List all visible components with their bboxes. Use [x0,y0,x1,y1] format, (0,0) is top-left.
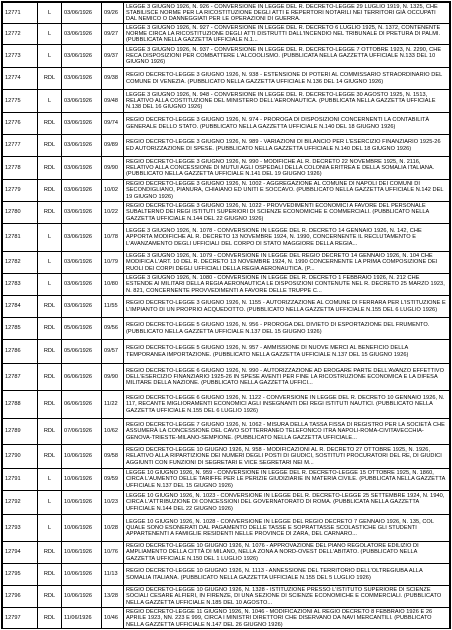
record-type: RDL [38,364,62,391]
table-row [3,3,450,24]
table-row [3,24,450,45]
table-row [3,515,450,542]
record-number: 12787 [3,364,38,391]
record-date: 03/06/1926 [62,113,102,135]
record-type: L [38,274,62,296]
record-page: 09/58 [102,445,124,469]
record-number: 12776 [3,113,38,135]
record-page: 09/90 [102,157,124,180]
record-date: 03/06/1926 [62,68,102,90]
record-type: L [38,469,62,491]
record-page: 09/48 [102,90,124,113]
record-page: 09/74 [102,113,124,135]
table-row [3,113,450,135]
table-row [3,542,450,564]
record-number: 12777 [3,135,38,157]
table-row [3,586,450,608]
table-row [3,364,450,391]
record-text: LEGGE 10 GIUGNO 1926, N. 1023 - CONVERSIONE IN LEGGE DEL R. DECRETO-LEGGE 25 SETTEMBRE 1924, N. 1940, CIRCA L'ATTRIBUZIONE DI CONCESSIONI DEL GOVERNATORATO DI ROMA. (PUBBLICATA NELLA GAZZETTA UFFICIALE N.144 DEL 22 GIUGNO 1926) [124,491,450,515]
record-page: 09/38 [102,68,124,90]
table-row [3,224,450,252]
record-page: 09/90 [102,364,124,391]
table-row [3,180,450,202]
table-row [3,90,450,113]
table-row [3,491,450,515]
record-date: 06/06/1926 [62,364,102,391]
record-number: 12780 [3,202,38,224]
record-text: REGIO DECRETO-LEGGE 6 GIUGNO 1926, N. 990 - AUTORIZZAZIONE AD EROGARE PARTE DELL'AVANZO EFFETTIVO DELL'ESERCIZIO FINANZIARIO 1925-26 IN SPESE AVENTI PER FINE LA RICOSTRUZIONE ECONOMICA E LA DIFESA MILITARE DELLA NAZIONE. (PUBBLICATO NELLA GAZZETTA UFFICI... [124,364,450,391]
record-page: 10/78 [102,224,124,252]
record-text: REGIO DECRETO-LEGGE 10 GIUGNO 1926, N. 958 - MODIFICAZIONI AL R. DECRETO 27 OTTOBRE 1925, N. 1926, RELATIVO ALLA RIPARTIZIONE DEI NUMERI DEGLI POSTI DI GIUDICI, SOSTITUTI PROCURATORI DEL RE, DI GIUDICI AGGIUNTI CON FUNZIONI DI SEGRETARI E VICE SEGRETARI NEI M... [124,445,450,469]
record-date: 03/06/1926 [62,135,102,157]
record-type: L [38,224,62,252]
table-row [3,608,450,630]
records-table [2,2,450,629]
record-text: REGIO DECRETO-LEGGE 6 GIUGNO 1926, N. 1122 - CONVERSIONE IN LEGGE DEL R. DECRETO 10 GENNAIO 1926, N. 117, RECANTE MIGLIORAMENTI ECONOMICI AGLI INSEGNANTI DEI REGI ISTITUTI NAUTICI. (PUBBLICATO NELLA GAZZETTA UFFICIALE N.155 DEL 6 LUGLIO 1926) [124,391,450,419]
record-type: RDL [38,419,62,445]
record-date: 06/06/1926 [62,391,102,419]
record-text: REGIO DECRETO-LEGGE 3 GIUGNO 1926, N. 974 - PROROGA DI DISPOSIZIONI CONCERNENTI LA CONTABILITÀ GENERALE DELLO STATO. (PUBBLICATO NELLA GAZZETTA UFFICIALE N.140 DEL 18 GIUGNO 1926) [124,113,450,135]
record-date: 07/06/1926 [62,419,102,445]
record-number: 12785 [3,318,38,340]
record-type: RDL [38,564,62,586]
record-number: 12772 [3,24,38,45]
record-page: 10/28 [102,515,124,542]
table-row [3,274,450,296]
record-number: 12773 [3,45,38,68]
record-text: REGIO DECRETO-LEGGE 3 GIUGNO 1926, N. 1155 - AUTORIZZAZIONE AL COMUNE DI FERRARA PER L'ISTITUZIONE E L'IMPIANTO DI UN PROPRIO ACQUEDOTTO. (PUBBLICATO NELLA GAZZETTA UFFICIALE N.155 DEL 6 LUGLIO 1926) [124,296,450,318]
record-number: 12791 [3,469,38,491]
record-page: 10/02 [102,180,124,202]
record-text: REGIO DECRETO-LEGGE 3 GIUGNO 1926, N. 938 - ESTENSIONE DI POTERI AL COMMISSARIO STRAORDINARIO DEL COMUNE DI VENEZIA. (PUBBLICATO NELLA GAZZETTA UFFICIALE N.136 DEL 14 GIUGNO 1926) [124,68,450,90]
record-number: 12797 [3,608,38,630]
record-number: 12781 [3,224,38,252]
record-type: RDL [38,157,62,180]
record-text: REGIO DECRETO-LEGGE 5 GIUGNO 1926, N. 956 - PROROGA DEL DIVIETO DI ESPORTAZIONE DEL FRUMENTO. (PUBBLICATO NELLA GAZZETTA UFFICIALE N.137 DEL 15 GIUGNO 1926) [124,318,450,340]
record-number: 12788 [3,391,38,419]
record-number: 12779 [3,180,38,202]
record-date: 03/06/1926 [62,202,102,224]
record-text: REGIO DECRETO-LEGGE 3 GIUGNO 1926, N. 989 - VARIAZIONI DI BILANCIO PER L'ESERCIZIO FINANZIARIO 1925-26 ED AUTORIZZAZIONE DI SPESE. (PUBBLICATO NELLA GAZZETTA UFFICIALE N.140 DEL 18 GIUGNO 1926) [124,135,450,157]
table-row [3,445,450,469]
record-page: 13/28 [102,586,124,608]
record-page: 09/27 [102,24,124,45]
record-type: RDL [38,296,62,318]
table-row [3,318,450,340]
record-type: L [38,491,62,515]
record-date: 10/06/1926 [62,586,102,608]
record-number: 12796 [3,586,38,608]
record-date: 10/06/1926 [62,469,102,491]
record-date: 05/06/1926 [62,318,102,340]
table-row [3,45,450,68]
record-date: 03/06/1926 [62,180,102,202]
record-page: 09/59 [102,469,124,491]
record-type: L [38,24,62,45]
record-text: REGIO DECRETO-LEGGE 7 GIUGNO 1926, N. 1062 - MISURA DELLA TASSA FISSA DI REGISTRO PER LA SOCIETÀ CHE ASSUMERÀ LA CONCESSIONE DEL CAVO SOTTERRANEO TELEFONICO ITRA NAPOLI-ROMA-CIVITAVECCHIA-GENOVA-TRIESTE-MILANO-SEMPIONE. (PUBBLICATO NELLA GAZZETTA UFFICIALE... [124,419,450,445]
record-page: 09/37 [102,45,124,68]
record-number: 12784 [3,296,38,318]
record-page: 10/80 [102,274,124,296]
record-text: LEGGE 10 GIUGNO 1926, N. 959 - CONVERSIONE IN LEGGE DEL R. DECRETO-LEGGE 15 OTTOBRE 1925, N. 1860, CIRCA L'AUMENTO DELLE TARIFFE PER LE PERIZIE GIUDIZIARIE IN MATERIA CIVILE. (PUBBLICATA NELLA GAZZETTA UFFICIALE N.137 DEL 15 GIUGNO 1926) [124,469,450,491]
table-row [3,68,450,90]
table-row [3,391,450,419]
record-date: 10/06/1926 [62,445,102,469]
record-type: RDL [38,135,62,157]
record-page: 10/79 [102,252,124,274]
record-text: REGIO DECRETO-LEGGE 10 GIUGNO 1926, N. 1076 - APPROVAZIONE DEL PIANO REGOLATORE EDILIZIO DI AMPLIAMENTO DELLA CITTÀ DI MILANO, NELLA ZONA A NORD-OVEST DELL'ABITATO. (PUBBLICATO NELLA GAZZETTA UFFICIALE N.150 DEL 1 LUGLIO 1926) [124,542,450,564]
record-number: 12794 [3,542,38,564]
record-type: RDL [38,445,62,469]
record-date: 10/06/1926 [62,515,102,542]
record-type: L [38,515,62,542]
record-type: L [38,45,62,68]
records-table-frame [1,1,451,629]
record-page: 11/13 [102,564,124,586]
record-page: 09/26 [102,3,124,24]
record-type: RDL [38,202,62,224]
record-type: RDL [38,340,62,364]
record-date: 03/06/1926 [62,3,102,24]
record-text: REGIO DECRETO-LEGGE 10 GIUGNO 1926, N. 1113 - ANNESSIONE DEL TERRITORIO DELL'OLTREGIUBA ALLA SOMALIA ITALIANA. (PUBBLICATO NELLA GAZZETTA UFFICIALE N.155 DEL 5 LUGLIO 1926) [124,564,450,586]
record-text: LEGGE 3 GIUGNO 1926, N. 1079 - CONVERSIONE IN LEGGE DEL REGIO DECRETO 14 GENNAIO 1926, N. 104 CHE MODIFICA L'ART. 10 DEL R. DECRETO 13 NOVEMBRE 1924, N. 1990 CONCERNENTE LA PRIMA COMPOSIZIONE DEI RUOLI DEI CORPI DEGLI UFFICIALI DELLA REGIA AERONAUTICA. (P... [124,252,450,274]
record-page: 10/22 [102,202,124,224]
record-date: 03/06/1926 [62,90,102,113]
record-type: RDL [38,68,62,90]
record-date: 10/06/1926 [62,564,102,586]
record-text: REGIO DECRETO-LEGGE 3 GIUGNO 1926, N. 990 - MODIFICHE AL R. DECRETO 22 NOVEMBRE 1925, N. 2116, RELATIVO ALLA CONCESSIONE DI MUTUI AGLI OSPEDALI DELLA COLONIA ERITREA E DELLA SOMALIA ITALIANA. (PUBBLICATO NELLA GAZZETTA UFFICIALE N.141 DEL 19 GIUGNO 1926) [124,157,450,180]
record-page: 10/76 [102,542,124,564]
table-row [3,469,450,491]
record-date: 10/06/1926 [62,542,102,564]
record-date: 10/06/1926 [62,491,102,515]
record-date: 03/06/1926 [62,274,102,296]
record-page: 09/56 [102,318,124,340]
table-row [3,135,450,157]
record-type: RDL [38,608,62,630]
record-page: 09/89 [102,135,124,157]
record-text: REGIO DECRETO-LEGGE 3 GIUGNO 1926, N. 1002 - AGGREGAZIONE AL COMUNE DI NAPOLI DEI COMUNI DI SECONDIGLIANO, PIANURA, CHIAIANO ED UNITI E SOCCAVO. (PUBBLICATO NELLA GAZZETTA UFFICIALE N.142 DEL 19 GIUGNO 1926) [124,180,450,202]
table-row [3,340,450,364]
record-text: LEGGE 3 GIUGNO 1926, N. 927 - CONVERSIONE IN LEGGE DEL R. DECRETO 6 LUGLIO 1925, N. 1372, CONTENENTE NORME CIRCA LA RICOSTITUZIONE DEGLI ATTI DISTRUTTI DALL'INCENDIO NEL TRIBUNALE DI PRETURA DI PALMI. (PUBBLICATA NELLA GAZZETTA UFFICIALE N.1... [124,24,450,45]
record-type: RDL [38,391,62,419]
record-text: LEGGE 3 GIUGNO 1926, N. 926 - CONVERSIONE IN LEGGE DEL R. DECRETO-LEGGE 29 LUGLIO 1919, N. 1325, CHE STABILISCE NORME PER LA RICOSTITUZIONE DEGLI ATTI E REPERTORI NOTARILI NEI TERRITORI GIÀ OCCUPATI DAL NEMICO O DANNEGGIATI PER LE OPERAZIONI DI GUERRA. [124,3,450,24]
record-page: 11/55 [102,296,124,318]
record-number: 12789 [3,419,38,445]
table-row [3,157,450,180]
record-text: LEGGE 3 GIUGNO 1926, N. 1078 - CONVERSIONE IN LEGGE DEL R. DECRETO 14 GENNAIO 1926, N. 142, CHE APPORTA MODIFICHE AL R. DECRETO 13 NOVEMBRE 1924, N. 1990, CONCERNENTE IL RECLUTAMENTO E L'AVANZAMENTO DEGLI UFFICIALI DEL CORPO DI STATO MAGGIORE DELLA REGIA... [124,224,450,252]
record-number: 12795 [3,564,38,586]
record-type: RDL [38,542,62,564]
record-date: 03/06/1926 [62,296,102,318]
record-type: RDL [38,586,62,608]
table-row [3,419,450,445]
record-number: 12790 [3,445,38,469]
record-page: 09/57 [102,340,124,364]
record-text: REGIO DECRETO-LEGGE 11 GIUGNO 1926, N. 1046 - MODIFICAZIONI AL REGIO DECRETO 8 FEBBRAIO 1926 E 26 APRILE 1923, NN. 223 E 999, CIRCA I MINISTRI DIRETTORI CHE DISERVANO DA NAVI MERCANTILI. (PUBBLICATO NELLA GAZZETTA UFFICIALE N.147 DEL 26 GIUGNO 1926) [124,608,450,630]
record-date: 03/06/1926 [62,252,102,274]
record-text: REGIO DECRETO-LEGGE 3 GIUGNO 1926, N. 1022 - PROVVEDIMENTI ECONOMICI A FAVORE DEL PERSONALE SUBALTERNO DEI REGI ISTITUTI SUPERIORI DI SCIENZE ECONOMICHE E COMMERCIALI. (PUBBLICATO NELLA GAZZETTA UFFICIALE N.144 DEL 22 GIUGNO 1926) [124,202,450,224]
record-number: 12775 [3,90,38,113]
record-text: REGIO DECRETO-LEGGE 5 GIUGNO 1926, N. 957 - AMMISSIONE DI NUOVE MERCI AL BENEFICIO DELLA TEMPORANEA IMPORTAZIONE. (PUBBLICATO NELLA GAZZETTA UFFICIALE N.137 DEL 15 GIUGNO 1926) [124,340,450,364]
record-text: LEGGE 3 GIUGNO 1926, N. 937 - CONVERSIONE IN LEGGE DEL R. DECRETO-LEGGE 7 OTTOBRE 1923, N. 2290, CHE RECA DISPOSIZIONI PER COMBATTERE L'ALCOOLISMO. (PUBBLICATA NELLA GAZZETTA UFFICIALE N.133 DEL 10 GIUGNO 1926) [124,45,450,68]
table-row [3,252,450,274]
record-date: 03/06/1926 [62,45,102,68]
record-date: 03/06/1926 [62,224,102,252]
record-type: RDL [38,318,62,340]
record-type: RDL [38,180,62,202]
record-text: LEGGE 10 GIUGNO 1926, N. 1028 - CONVERSIONE IN LEGGE DEL REGIO DECRETO 7 GENNAIO 1926, N. 135, COL QUALE SONO ESONERATI DAL PAGAMENTO DELLE TASSE E SOPRATTASSE SCOLASTICHE GLI STUDENTI APPARTENENTI A FAMIGLIE RESIDENTI NELLE PROVINCE DI ZARA, DEL CARNARO... [124,515,450,542]
record-page: 10/62 [102,419,124,445]
record-number: 12792 [3,491,38,515]
record-number: 12783 [3,274,38,296]
table-row [3,564,450,586]
table-row [3,202,450,224]
table-row [3,296,450,318]
record-date: 11/06/1926 [62,608,102,630]
record-date: 03/06/1926 [62,24,102,45]
record-page: 11/22 [102,391,124,419]
record-text: REGIO DECRETO-LEGGE 10 GIUGNO 1926, N. 1328 - ISTITUZIONE PRESSO L'ISTITUTO SUPERIORE DI SCIENZE SOCIALI CESARE ALFIERI, IN FIRENZE, DI UNA SEZIONE DI SCIENZE ECONOMICHE E COMMERCIALI. (PUBBLICATO NELLA GAZZETTA UFFICIALE N.185 DEL 10 AGOSTO... [124,586,450,608]
record-text: LEGGE 3 GIUGNO 1926, N. 948 - CONVERSIONE IN LEGGE DEL R. DECRETO-LEGGE 30 AGOSTO 1925, N. 1513, RELATIVO ALLA COSTITUZIONE DEL MINISTERO DELL'AERONAUTICA. (PUBBLICATA NELLA GAZZETTA UFFICIALE N.138 DEL 16 GIUGNO 1926) [124,90,450,113]
record-page: 10/46 [102,608,124,630]
record-type: L [38,3,62,24]
record-type: L [38,252,62,274]
record-number: 12782 [3,252,38,274]
record-number: 12778 [3,157,38,180]
record-type: RDL [38,113,62,135]
record-number: 12786 [3,340,38,364]
record-type: L [38,90,62,113]
record-text: LEGGE 3 GIUGNO 1926, N. 1080 - CONVERSIONE IN LEGGE DEL R. DECRETO 1 FEBBRAIO 1926, N. 212 CHE ESTENDE AI MILITARI DELLA REGIA AERONAUTICA LE DISPOSIZIONI CONTENUTE NEL R. DECRETO 25 MARZO 1923, N. 821, CONCERNENTE PROVVEDIMENTI A FAVORE DELLE TRUPPE C... [124,274,450,296]
record-number: 12774 [3,68,38,90]
record-page: 10/23 [102,491,124,515]
record-number: 12793 [3,515,38,542]
record-date: 05/06/1926 [62,340,102,364]
record-number: 12771 [3,3,38,24]
record-date: 03/06/1926 [62,157,102,180]
